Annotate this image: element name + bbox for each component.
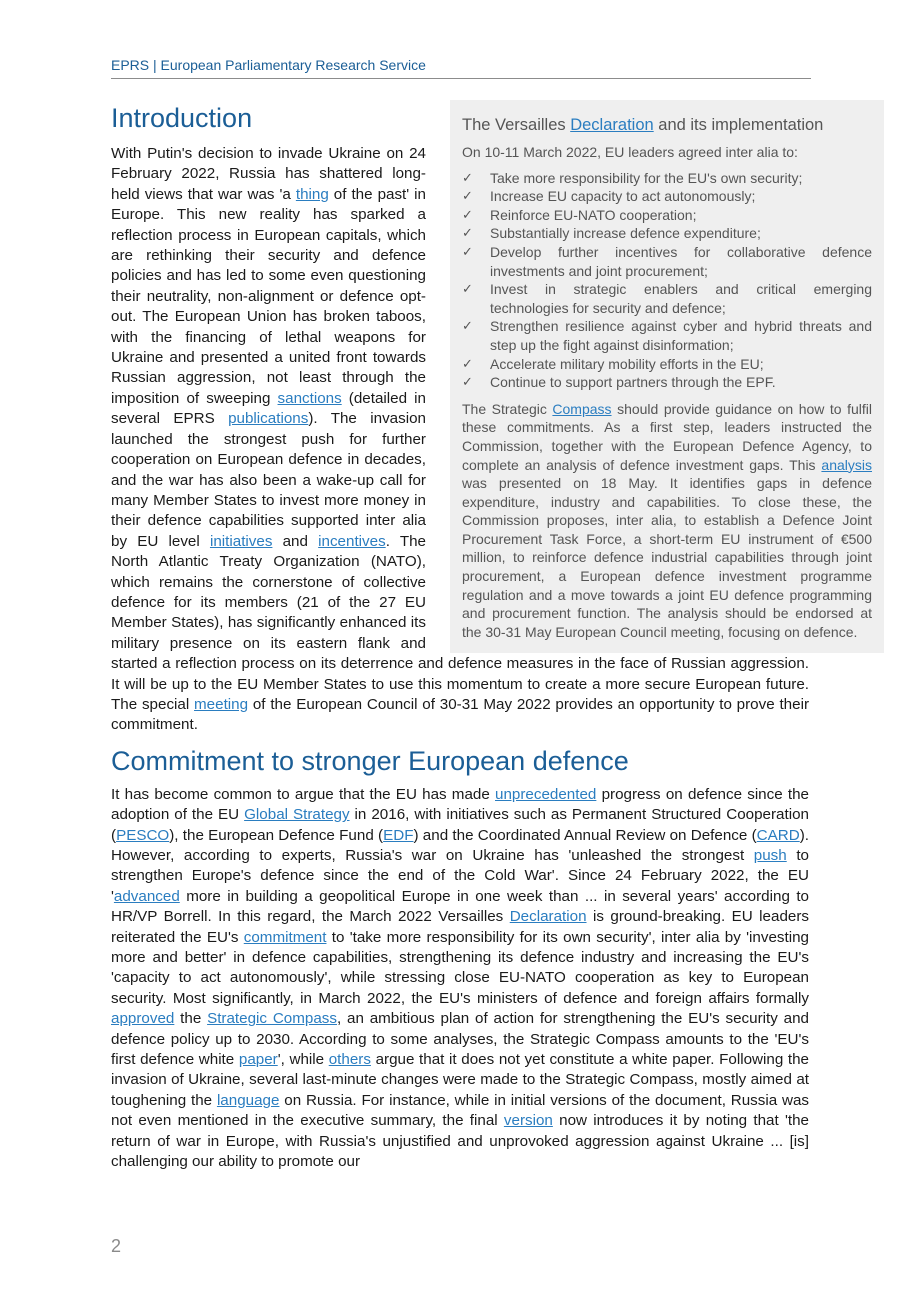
pesco-link[interactable]: PESCO bbox=[116, 826, 170, 844]
commitment-heading: Commitment to stronger European defence bbox=[111, 745, 629, 776]
paper-link[interactable]: paper bbox=[238, 1051, 278, 1069]
approved-link[interactable]: approved bbox=[111, 1010, 175, 1028]
introduction-paragraph: With Putin's decision to invade Ukraine on 24 February 2022, Russia has shattered long-held views that war was 'a thing of the past' in Europe. This new reality has sparked a reflection process in European capitals, which are rethinking their security and defence policies and has led to some even questioning their neutrality, non-alignment or defence opt-out. The European Union has broken taboos, with the financing of lethal weapons for Ukraine and presented a united front towards Russian aggression, not least through the imposition of sweeping sanctions (detailed in several EPRS publications). The invasion launched the strongest push for further cooperation on European defence in decades, and the war has also been a wake-up call for many Member States to invest more money in their defence capabilities supported inter alia by EU level initiatives and incentives. The North Atlantic Treaty Organization (NATO), which remains the cornerstone of collective defence for its members (21 of the 27 EU Member States), has significantly enhanced its military presence on its eastern flank and started a reflection process on its deterrence and defence measures in the face of Russian aggression. It will be up to the EU Member States to use this momentum to create a more secure European future. The special meeting of the European Council of 30-31 May 2022 provides an opportunity to prove their commitment. bbox=[111, 145, 809, 734]
check-icon: ✓ bbox=[462, 188, 473, 204]
list-item: ✓ Develop further incentives for collaborative defence investments and joint procurement; bbox=[462, 243, 872, 279]
check-icon: ✓ bbox=[462, 243, 473, 259]
running-header: EPRS | European Parliamentary Research Service bbox=[111, 57, 426, 73]
declaration-link[interactable]: Declaration bbox=[570, 116, 654, 134]
list-item: ✓ Continue to support partners through the EPF. bbox=[462, 374, 776, 391]
box-title: The Versailles Declaration and its implementation bbox=[462, 116, 824, 134]
check-icon: ✓ bbox=[462, 281, 473, 297]
card-link[interactable]: CARD bbox=[756, 826, 800, 844]
commitment-link[interactable]: commitment bbox=[243, 928, 327, 946]
check-icon: ✓ bbox=[462, 374, 473, 390]
unprecedented-link[interactable]: unprecedented bbox=[495, 785, 597, 803]
box-paragraph: The Strategic Compass should provide guidance on how to fulfil these commitments. As a first step, leaders instructed the Commission, together with the European Defence Agency, to complete an analysis of defence investment gaps. This analysis was presented on 18 May. It identifies gaps in defence expenditure, industry and capabilities. To close these, the Commission proposes, inter alia, to establish a Defence Joint Procurement Task Force, a short-term EU instrument of €500 million, to reinforce defence industrial capabilities through joint procurement, a European defence investment programme regulation and a move towards a joint EU defence programming and procurement function. The analysis should be endorsed at the 30-31 May European Council meeting, focusing on defence. bbox=[462, 400, 872, 640]
incentives-link[interactable]: incentives bbox=[318, 532, 386, 550]
language-link[interactable]: language bbox=[216, 1091, 280, 1109]
push-link[interactable]: push bbox=[753, 847, 787, 864]
strategic-compass-link[interactable]: Strategic Compass bbox=[207, 1010, 337, 1028]
initiatives-link[interactable]: initiatives bbox=[209, 532, 273, 550]
check-icon: ✓ bbox=[462, 318, 473, 334]
list-item: ✓ Take more responsibility for the EU's own security; bbox=[462, 169, 803, 186]
advanced-link[interactable]: advanced bbox=[113, 887, 180, 905]
list-item: ✓ Accelerate military mobility efforts in the EU; bbox=[462, 355, 764, 372]
list-item: ✓ Invest in strategic enablers and critical emerging technologies for security and defence; bbox=[462, 281, 872, 316]
list-item: ✓ Reinforce EU-NATO cooperation; bbox=[462, 206, 697, 223]
edf-link[interactable]: EDF bbox=[383, 826, 414, 844]
thing-link[interactable]: thing bbox=[295, 185, 329, 203]
introduction-section bbox=[111, 100, 872, 736]
introduction-heading: Introduction bbox=[111, 103, 253, 133]
commitment-paragraph: It has become common to argue that the EU has made unprecedented progress on defence since the adoption of the EU Global Strategy in 2016, with initiatives such as Permanent Structured Cooperation (PESCO), the European Defence Fund (EDF) and the Coordinated Annual Review on Defence (CARD). However, according to experts, Russia's war on Ukraine has 'unleashed the strongest push to strengthen Europe's defence since the end of the Cold War'. Since 24 February 2022, the EU 'advanced more in building a geopolitical Europe in one week than ... in several years' according to HR/VP Borrell. In this regard, the March 2022 Versailles Declaration is ground-breaking. EU leaders reiterated the EU's commitment to 'take more responsibility for its own security', inter alia by 'investing more and better' in defence capabilities, strengthening its defence industry and increasing the EU's 'capacity to act autonomously', while stressing close EU-NATO cooperation as key to European security. Most significantly, in March 2022, the EU's ministers of defence and foreign affairs formally approved the Strategic Compass, an ambitious plan of action for strengthening the EU's security and defence policy up to 2030. According to some analyses, the Strategic Compass amounts to the 'EU's first defence white paper', while others argue that it does not yet constitute a white paper. Following the invasion of Ukraine, several last-minute changes were made to the Strategic Compass, mostly aimed at toughening the language on Russia. For instance, while in initial versions of the document, Russia was not even mentioned in the executive summary, the final version now introduces it by noting that 'the return of war in Europe, with Russia's unjustified and unprovoked aggression against Ukraine ... [is] challenging our ability to promote our bbox=[111, 785, 810, 1171]
versailles-declaration-box bbox=[450, 100, 884, 653]
publications-link[interactable]: publications bbox=[228, 410, 309, 428]
check-icon: ✓ bbox=[462, 355, 473, 371]
page-content bbox=[111, 100, 872, 1173]
header-divider bbox=[111, 78, 811, 79]
commitments-list bbox=[462, 169, 872, 392]
list-item: ✓ Substantially increase defence expenditure; bbox=[462, 225, 761, 242]
box-intro: On 10-11 March 2022, EU leaders agreed inter alia to: bbox=[462, 144, 798, 160]
list-item: ✓ Increase EU capacity to act autonomously; bbox=[462, 188, 756, 205]
declaration-link-2[interactable]: Declaration bbox=[509, 908, 587, 926]
check-icon: ✓ bbox=[462, 225, 473, 241]
check-icon: ✓ bbox=[462, 206, 473, 222]
list-item: ✓ Strengthen resilience against cyber and hybrid threats and step up the fight against disinformation; bbox=[462, 318, 872, 353]
meeting-link[interactable]: meeting bbox=[194, 695, 249, 713]
sanctions-link[interactable]: sanctions bbox=[277, 389, 342, 407]
analysis-link[interactable]: analysis bbox=[821, 456, 872, 473]
others-link[interactable]: others bbox=[328, 1051, 371, 1069]
global-strategy-link[interactable]: Global Strategy bbox=[244, 806, 350, 824]
check-icon: ✓ bbox=[462, 169, 473, 185]
compass-link[interactable]: Compass bbox=[552, 400, 612, 417]
page-number: 2 bbox=[111, 1236, 122, 1256]
version-link[interactable]: version bbox=[503, 1112, 553, 1130]
